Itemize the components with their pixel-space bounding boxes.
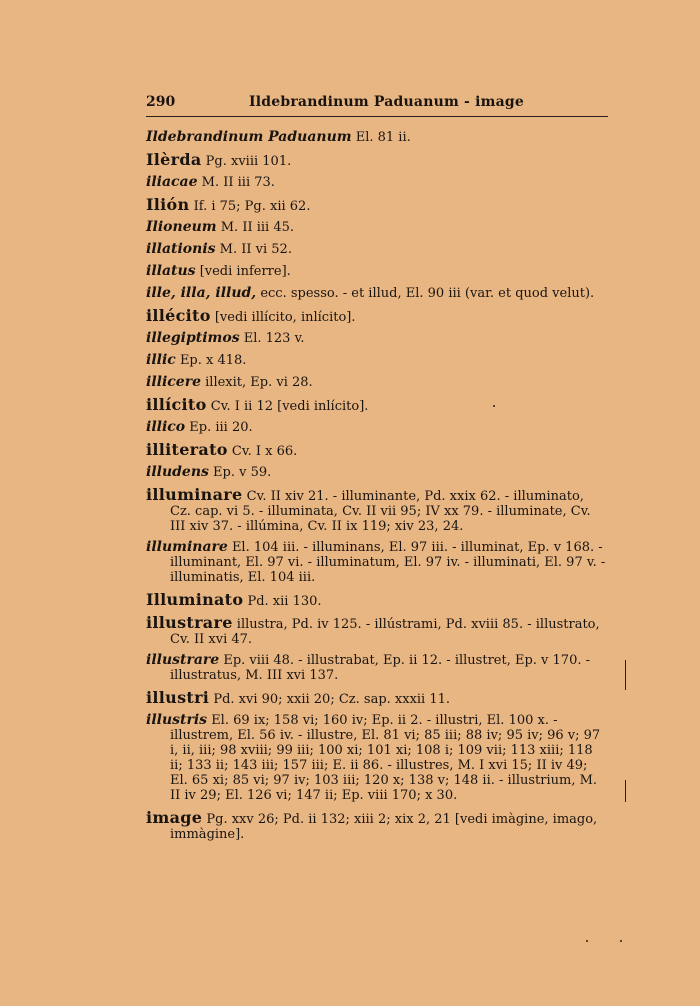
- entry-headword: illic: [146, 352, 176, 368]
- entry-text: illustra, Pd. iv 125. - illústrami, Pd. xviii 85. - illustrato, Cv. II xvi 47.: [170, 617, 600, 647]
- entry-text: Cv. I x 66.: [227, 444, 298, 459]
- entry: [146, 220, 608, 235]
- entry-headword: Ilión: [146, 195, 190, 214]
- entry-headword: Illuminato: [146, 590, 244, 609]
- entry-headword: illustris: [146, 712, 208, 728]
- entry-headword: illícito: [146, 395, 207, 414]
- entry: [146, 690, 608, 707]
- entry: [146, 442, 608, 459]
- entry: [146, 540, 608, 585]
- speck: [493, 405, 495, 407]
- entry-headword: illationis: [146, 241, 216, 257]
- entry-text: Ep. x 418.: [175, 353, 247, 368]
- entry-headword: illiterato: [146, 440, 228, 459]
- entry-text: Ep. v 59.: [208, 465, 272, 480]
- entry: [146, 397, 608, 414]
- entry-headword: iliacae: [146, 174, 198, 190]
- entry-text: El. 104 iii. - illuminans, El. 97 iii. - illuminat, Ep. v 168. - illuminant, El. 97 vi. - illuminatum, El. 97 iv. - illuminati, El. 97 v. - illuminatis, El. 104 iii.: [170, 540, 606, 585]
- entry-text: Ep. viii 48. - illustrabat, Ep. ii 12. - illustret, Ep. v 170. - illustratus, M. III xvi 137.: [170, 653, 590, 683]
- entry-text: ecc. spesso. - et illud, El. 90 iii (var. et quod velut).: [256, 286, 595, 301]
- entry-text: illexit, Ep. vi 28.: [201, 375, 313, 390]
- speck: [586, 940, 588, 942]
- entry-headword: Ilèrda: [146, 150, 202, 169]
- entry: [146, 487, 608, 534]
- entry: [146, 420, 608, 435]
- entry-text: El. 123 v.: [239, 331, 305, 346]
- page-number: 290: [146, 94, 176, 110]
- entry-headword: illudens: [146, 464, 209, 480]
- entry-text: Cv. II xiv 21. - illuminante, Pd. xxix 62. - illuminato, Cz. cap. vi 5. - illuminata, Cv. II vii 95; IV xx 79. - illuminate, Cv. III xiv 37. - illúmina, Cv. II ix 119; xiv 23, 24.: [170, 489, 591, 534]
- entry-headword: Ilioneum: [146, 219, 217, 235]
- entry-text: Pg. xviii 101.: [201, 154, 292, 169]
- entry-text: El. 69 ix; 158 vi; 160 iv; Ep. ii 2. - illustri, El. 100 x. - illustrem, El. 56 iv. - illustre, El. 81 vi; 85 iii; 88 iv; 95 iv; 96 v; 97 i, ii, iii; 98 xviii; 99 iii; 100 xi; 101 xi; 108 i; 109 vii; 113 xiii; 118 ii; 133 ii; 143 iii; 157 iii; E. ii 86. - illustres, M. I xvi 15; II iv 49; El. 65 xi; 85 vi; 97 iv; 103 iii; 120 x; 138 v; 148 ii. - illustrium, M. II iv 29; El. 126 vi; 147 ii; Ep. viii 170; x 30.: [170, 713, 601, 803]
- margin-rule: [625, 780, 626, 802]
- entry-text: M. II iii 73.: [197, 175, 275, 190]
- entry: [146, 331, 608, 346]
- margin-rule: [625, 660, 626, 690]
- speck: [620, 940, 622, 942]
- entry: [146, 615, 608, 647]
- entry-headword: illegiptimos: [146, 330, 240, 346]
- header-rule: [146, 116, 608, 117]
- entry-text: Pd. xii 130.: [243, 594, 322, 609]
- entry-headword: illustri: [146, 688, 210, 707]
- entry-text: Cv. I ii 12 [vedi inlícito].: [206, 399, 369, 414]
- dictionary-entries: [146, 130, 608, 848]
- entry-headword: illustrare: [146, 613, 233, 632]
- entry: [146, 175, 608, 190]
- entry-text: Pg. xxv 26; Pd. ii 132; xiii 2; xix 2, 21 [vedi imàgine, imago, immàgine].: [170, 812, 598, 842]
- entry: [146, 130, 608, 145]
- entry: [146, 152, 608, 169]
- entry-text: If. i 75; Pg. xii 62.: [189, 199, 311, 214]
- entry-headword: illuminare: [146, 485, 243, 504]
- entry-text: Pd. xvi 90; xxii 20; Cz. sap. xxxii 11.: [209, 692, 451, 707]
- entry-headword: ille, illa, illud,: [146, 285, 257, 301]
- entry-headword: illicere: [146, 374, 201, 390]
- entry-text: [vedi illícito, inlícito].: [210, 310, 356, 325]
- entry-text: M. II iii 45.: [216, 220, 294, 235]
- entry: [146, 375, 608, 390]
- entry-text: El. 81 ii.: [351, 130, 411, 145]
- entry: [146, 264, 608, 279]
- entry-headword: Ildebrandinum Paduanum: [146, 129, 352, 145]
- entry: [146, 197, 608, 214]
- entry: [146, 592, 608, 609]
- entry-text: M. II vi 52.: [215, 242, 292, 257]
- running-head: Ildebrandinum Paduanum - image: [249, 94, 525, 110]
- entry: [146, 653, 608, 683]
- entry: [146, 308, 608, 325]
- entry: [146, 286, 608, 301]
- entry: [146, 242, 608, 257]
- entry-headword: illatus: [146, 263, 196, 279]
- entry-headword: image: [146, 808, 203, 827]
- entry-headword: illuminare: [146, 539, 228, 555]
- entry-text: [vedi inferre].: [195, 264, 291, 279]
- entry-text: Ep. iii 20.: [185, 420, 253, 435]
- page-header: [146, 92, 608, 116]
- entry: [146, 353, 608, 368]
- entry: [146, 810, 608, 842]
- entry: [146, 465, 608, 480]
- entry-headword: illustrare: [146, 652, 220, 668]
- entry: [146, 713, 608, 803]
- entry-headword: illécito: [146, 306, 211, 325]
- entry-headword: illico: [146, 419, 186, 435]
